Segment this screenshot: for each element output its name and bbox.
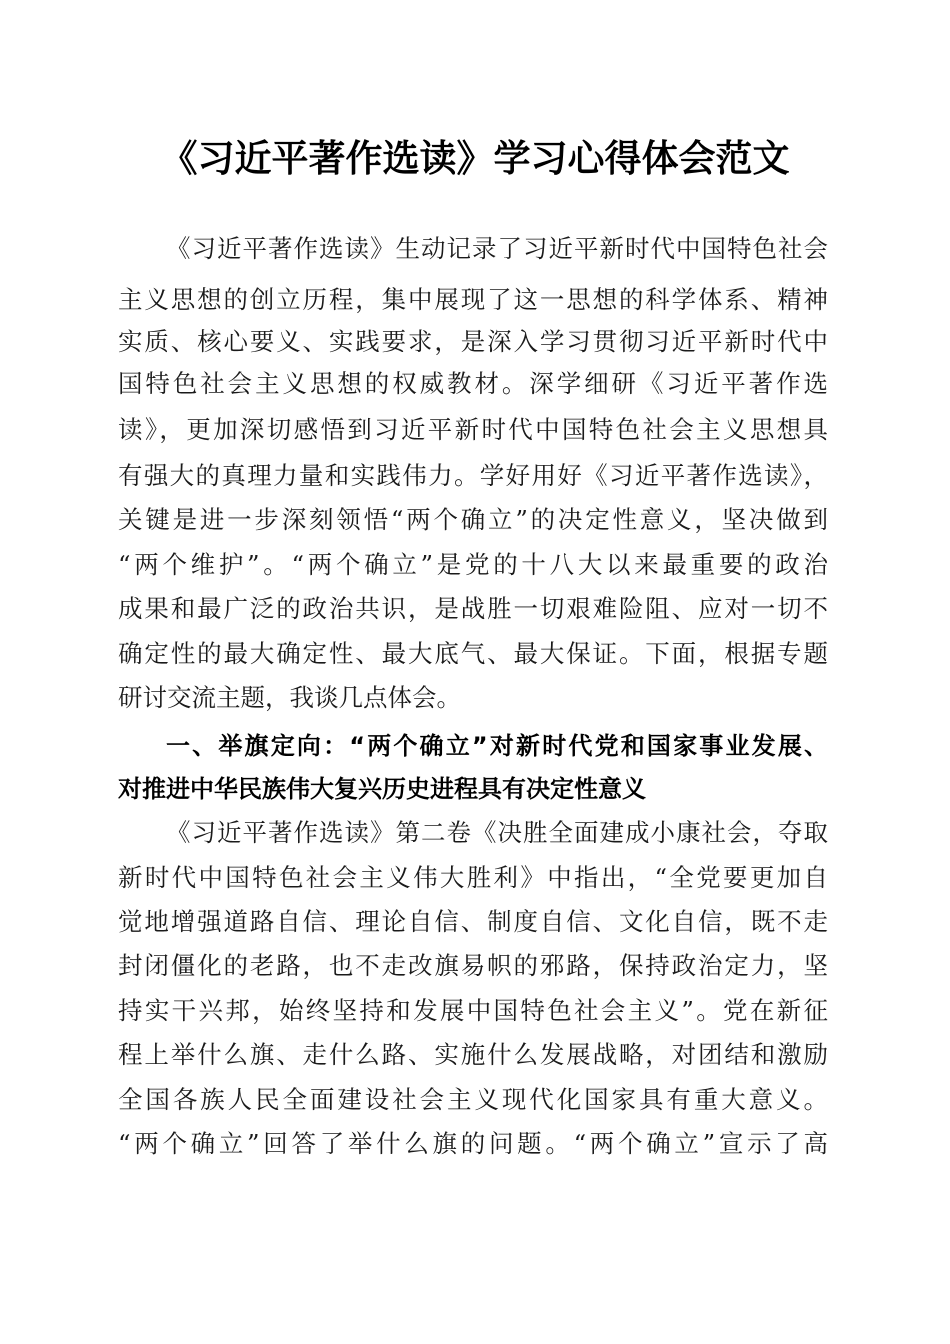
- paragraph-1-line: 有强大的真理力量和实践伟力。学好用好《习近平著作选读》，: [118, 461, 828, 490]
- paragraph-1-line: “两个维护”。“两个确立”是党的十八大以来最重要的政治: [118, 550, 828, 579]
- paragraph-1-line: 国特色社会主义思想的权威教材。深学细研《习近平著作选: [118, 369, 828, 398]
- paragraph-2-line: 封闭僵化的老路，也不走改旗易帜的邪路，保持政治定力，坚: [118, 951, 828, 980]
- paragraph-2-line: 《习近平著作选读》第二卷《决胜全面建成小康社会，夺取: [166, 818, 828, 847]
- paragraph-2-line: 全国各族人民全面建设社会主义现代化国家具有重大意义。: [118, 1085, 828, 1114]
- paragraph-1-line: 主义思想的创立历程，集中展现了这一思想的科学体系、精神: [118, 285, 828, 314]
- paragraph-2-line: 持实干兴邦，始终坚持和发展中国特色社会主义”。党在新征: [118, 996, 828, 1025]
- paragraph-1-line: 确定性的最大确定性、最大底气、最大保证。下面，根据专题: [118, 639, 828, 668]
- paragraph-2-line: 新时代中国特色社会主义伟大胜利》中指出，“全党要更加自: [118, 863, 828, 892]
- paragraph-1-line: 成果和最广泛的政治共识，是战胜一切艰难险阻、应对一切不: [118, 594, 828, 623]
- section-heading-line: 一、举旗定向：“两个确立”对新时代党和国家事业发展、: [166, 732, 828, 760]
- section-heading-line: 对推进中华民族伟大复兴历史进程具有决定性意义: [118, 775, 646, 803]
- paragraph-2-line: 程上举什么旗、走什么路、实施什么发展战略，对团结和激励: [118, 1040, 828, 1069]
- paragraph-2-line: “两个确立”回答了举什么旗的问题。“两个确立”宣示了高: [118, 1129, 828, 1158]
- paragraph-1-line: 实质、核心要义、实践要求，是深入学习贯彻习近平新时代中: [118, 327, 828, 356]
- paragraph-1-line: 关键是进一步深刻领悟“两个确立”的决定性意义，坚决做到: [118, 505, 828, 534]
- paragraph-1-line: 《习近平著作选读》生动记录了习近平新时代中国特色社会: [166, 234, 828, 263]
- paragraph-1-line: 研讨交流主题，我谈几点体会。: [118, 683, 461, 712]
- paragraph-1-line: 读》，更加深切感悟到习近平新时代中国特色社会主义思想具: [118, 415, 828, 444]
- paragraph-2-line: 觉地增强道路自信、理论自信、制度自信、文化自信，既不走: [118, 907, 828, 936]
- document-title: 《习近平著作选读》学习心得体会范文: [160, 136, 790, 180]
